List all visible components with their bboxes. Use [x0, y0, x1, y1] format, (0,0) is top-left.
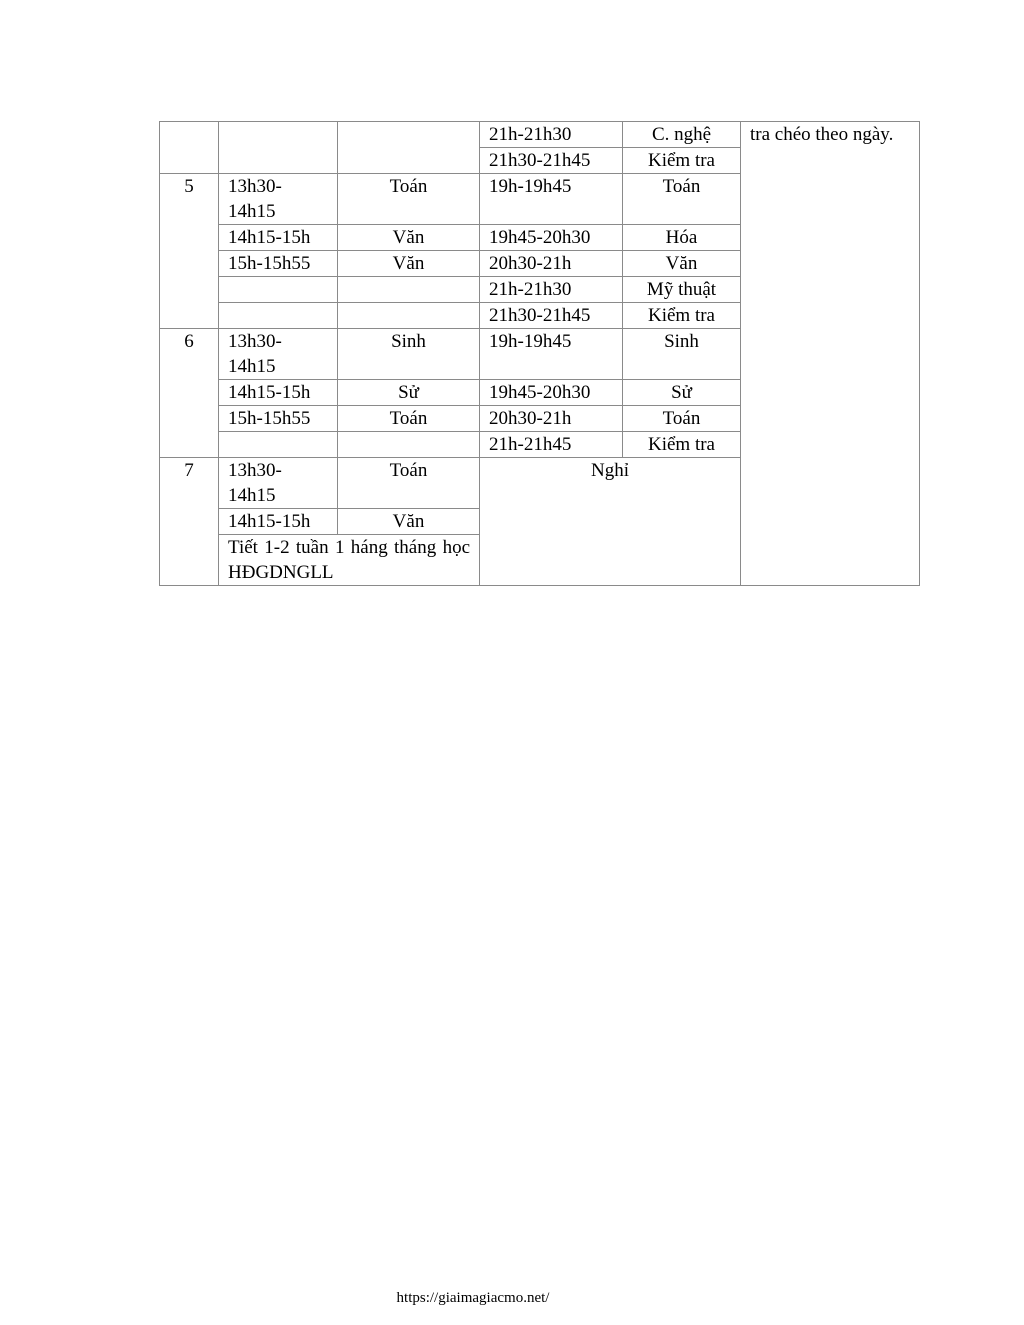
afternoon-time-cell — [219, 303, 338, 329]
evening-subject-cell: Hóa — [623, 225, 741, 251]
afternoon-subject-cell: Sinh — [338, 329, 480, 380]
afternoon-subject-cell: Toán — [338, 458, 480, 509]
note-cell: tra chéo theo ngày. — [741, 122, 920, 586]
evening-subject-cell: Toán — [623, 174, 741, 225]
afternoon-time-cell: 13h30- 14h15 — [219, 174, 338, 225]
evening-time-cell: 19h-19h45 — [480, 174, 623, 225]
afternoon-subject-cell: Toán — [338, 174, 480, 225]
activity-note-cell: Tiết 1-2 tuần 1 háng tháng học HĐGDNGLL — [219, 535, 480, 586]
afternoon-subject-cell: Văn — [338, 509, 480, 535]
evening-time-cell: 19h45-20h30 — [480, 225, 623, 251]
table-row — [160, 122, 920, 148]
afternoon-time-cell: 15h-15h55 — [219, 251, 338, 277]
evening-subject-cell: Sinh — [623, 329, 741, 380]
afternoon-time-cell — [219, 277, 338, 303]
evening-subject-cell: C. nghệ — [623, 122, 741, 148]
evening-time-cell: 21h30-21h45 — [480, 303, 623, 329]
afternoon-time-cell: 14h15-15h — [219, 380, 338, 406]
evening-time-cell: 21h-21h30 — [480, 277, 623, 303]
afternoon-time-cell: 14h15-15h — [219, 509, 338, 535]
evening-time-cell: 20h30-21h — [480, 251, 623, 277]
afternoon-subject-cell — [338, 122, 480, 174]
afternoon-subject-cell: Văn — [338, 251, 480, 277]
schedule-table — [159, 121, 920, 586]
evening-subject-cell: Văn — [623, 251, 741, 277]
day-cell — [160, 122, 219, 174]
evening-time-cell: 19h45-20h30 — [480, 380, 623, 406]
afternoon-time-cell — [219, 432, 338, 458]
evening-time-cell: 20h30-21h — [480, 406, 623, 432]
evening-subject-cell: Kiểm tra — [623, 303, 741, 329]
evening-subject-cell: Sử — [623, 380, 741, 406]
evening-subject-cell: Toán — [623, 406, 741, 432]
evening-subject-cell: Kiểm tra — [623, 148, 741, 174]
afternoon-time-cell: 14h15-15h — [219, 225, 338, 251]
afternoon-subject-cell: Văn — [338, 225, 480, 251]
afternoon-time-cell: 15h-15h55 — [219, 406, 338, 432]
afternoon-time-cell: 13h30- 14h15 — [219, 458, 338, 509]
day-cell: 6 — [160, 329, 219, 458]
afternoon-subject-cell: Sử — [338, 380, 480, 406]
evening-rest-cell: Nghỉ — [480, 458, 741, 586]
evening-subject-cell: Mỹ thuật — [623, 277, 741, 303]
evening-subject-cell: Kiểm tra — [623, 432, 741, 458]
evening-time-cell: 21h-21h30 — [480, 122, 623, 148]
afternoon-subject-cell — [338, 277, 480, 303]
afternoon-time-cell — [219, 122, 338, 174]
day-cell: 5 — [160, 174, 219, 329]
evening-time-cell: 21h-21h45 — [480, 432, 623, 458]
afternoon-subject-cell — [338, 303, 480, 329]
evening-time-cell: 21h30-21h45 — [480, 148, 623, 174]
evening-time-cell: 19h-19h45 — [480, 329, 623, 380]
day-cell: 7 — [160, 458, 219, 586]
afternoon-subject-cell: Toán — [338, 406, 480, 432]
afternoon-time-cell: 13h30- 14h15 — [219, 329, 338, 380]
footer-url: https://giaimagiacmo.net/ — [396, 1290, 550, 1306]
afternoon-subject-cell — [338, 432, 480, 458]
